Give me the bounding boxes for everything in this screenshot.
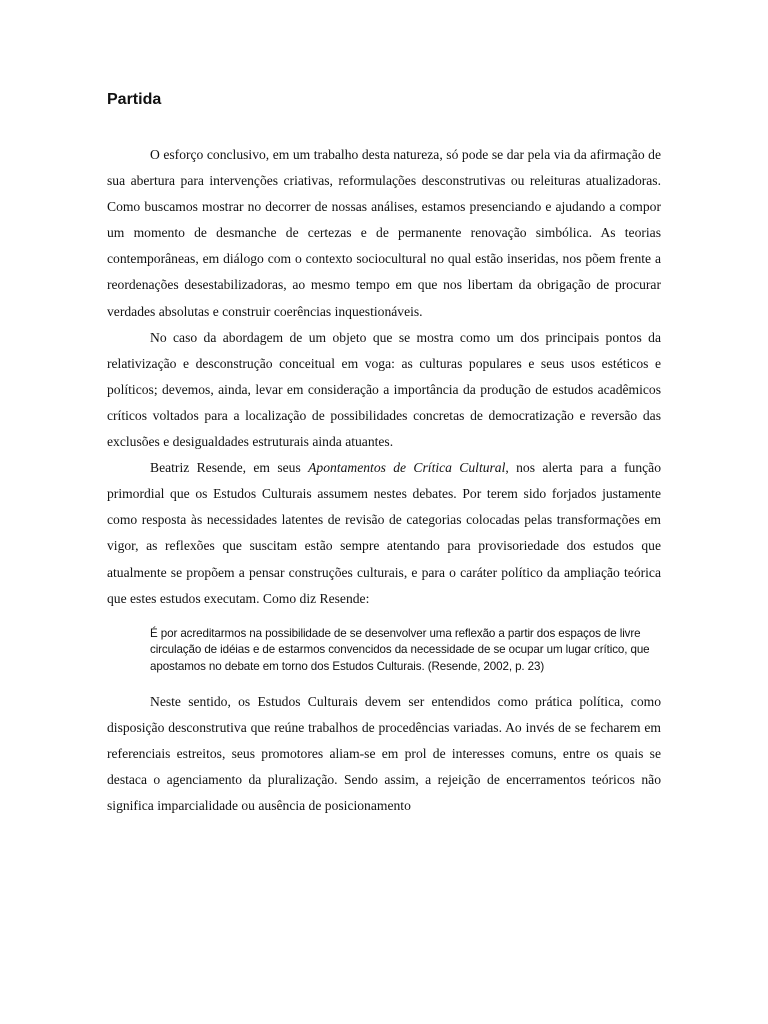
book-title-italic: Apontamentos de Crítica Cultural bbox=[308, 460, 506, 476]
paragraph-2: No caso da abordagem de um objeto que se mostra como um dos principais pontos da relativização e desconstrução conceitual em voga: as culturas populares e seus usos estéticos e políticos; devemos, ainda, levar em consideração a importância da produção de estudos acadêmicos críticos voltados para a localização de possibilidades concretas de democratização e reversão das exclusões e desigualdades estruturais ainda atuantes. bbox=[107, 329, 661, 450]
document-body bbox=[107, 142, 661, 819]
paragraph-4: Neste sentido, os Estudos Culturais devem ser entendidos como prática política, como disposição desconstrutiva que reúne trabalhos de procedências variadas. Ao invés de se fecharem em referenciais estreitos, seus promotores aliam-se em prol de interesses comuns, entre os quais se destaca o agenciamento da pluralização. Sendo assim, a rejeição de encerramentos teóricos não significa imparcialidade ou ausência de posicionamento bbox=[107, 693, 661, 814]
block-quote: É por acreditarmos na possibilidade de se desenvolver uma reflexão a partir dos espaços de livre circulação de idéias e de estarmos convencidos da necessidade de se ocupar um lugar crítico, que apostamos no debate em torno dos Estudos Culturais. (Resende, 2002, p. 23) bbox=[150, 626, 650, 673]
paragraph-3 bbox=[107, 455, 661, 612]
paragraph-3-rest: , nos alerta para a função primordial que os Estudos Culturais assumem nestes debates. Por terem sido forjados justamente como resposta às necessidades latentes de revisão de categorias colocadas pelas transformações em vigor, as reflexões que suscitam estão sempre atentando para provisoriedade dos estudos que atualmente se propõem a pensar construções culturais, e para o caráter político da ampliação teórica que estes estudos executam. Como diz Resende: bbox=[107, 460, 662, 606]
paragraph-1: O esforço conclusivo, em um trabalho desta natureza, só pode se dar pela via da afirmação de sua abertura para intervenções criativas, reformulações desconstrutivas ou releituras atualizadoras. Como buscamos mostrar no decorrer de nossas análises, estamos presenciando e ajudando a compor um momento de desmanche de certezas e de permanente renovação simbólica. As teorias contemporâneas, em diálogo com o contexto sociocultural no qual estão inseridas, nos põem frente a reordenações desestabilizadoras, ao mesmo tempo em que nos libertam da obrigação de procurar verdades absolutas e construir coerências inquestionáveis. bbox=[107, 147, 661, 319]
paragraph-3-intro: Beatriz Resende, em seus bbox=[150, 460, 309, 476]
section-title: Partida bbox=[107, 91, 162, 108]
